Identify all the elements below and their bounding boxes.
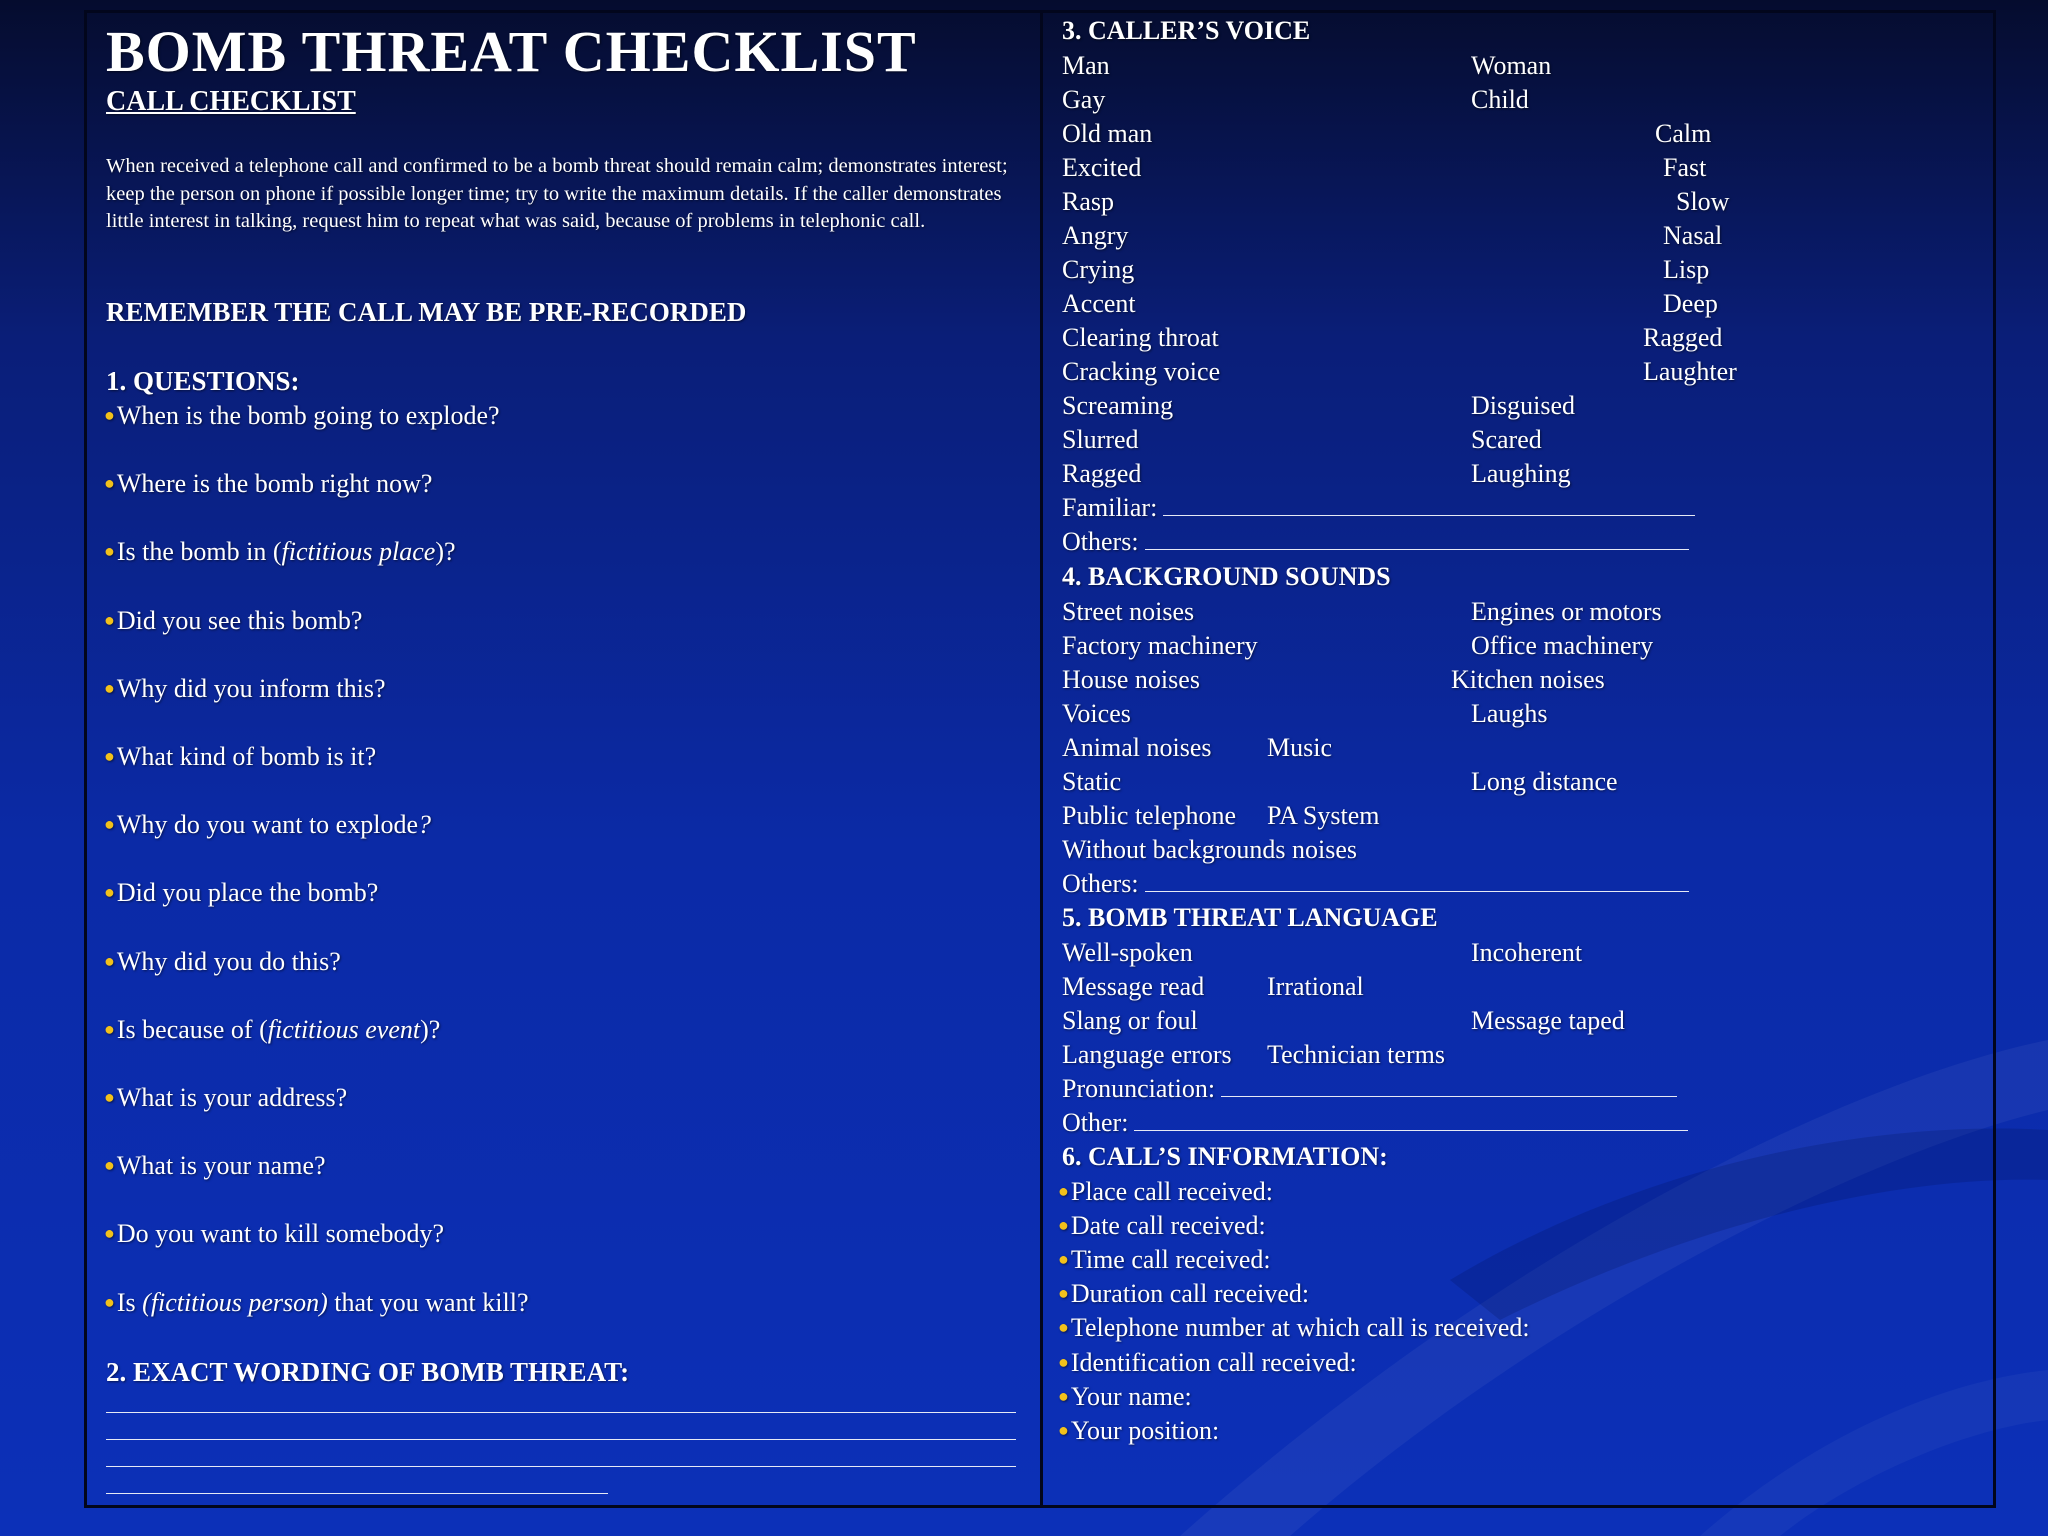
voice-heading: 3. CALLER’S VOICE — [1062, 16, 1311, 45]
subtitle: CALL CHECKLIST — [106, 86, 356, 117]
bullet-icon: ● — [1058, 1215, 1069, 1236]
lang-message-read: Message read — [1062, 972, 1205, 1001]
info-item — [1058, 1416, 1219, 1446]
question-text: Is — [116, 1287, 143, 1317]
voice-disguised: Disguised — [1471, 391, 1575, 420]
bullet-icon: ● — [104, 1087, 115, 1107]
bg-music: Music — [1267, 733, 1332, 762]
bullet-icon: ● — [104, 677, 115, 698]
voice-slurred: Slurred — [1062, 425, 1139, 454]
info-item — [1058, 1177, 1273, 1207]
remember-note: REMEMBER THE CALL MAY BE PRE-RECORDED — [106, 297, 747, 327]
pronunciation-blank[interactable] — [1221, 1076, 1677, 1097]
info-label: Telephone number at which call is received: — [1070, 1313, 1530, 1343]
question-text: Why did you inform this? — [116, 673, 386, 703]
question-item — [104, 1151, 326, 1181]
bullet-icon: ● — [1058, 1317, 1069, 1338]
voice-woman: Woman — [1471, 51, 1552, 80]
question-text: Why do you want to explode — [116, 810, 418, 840]
bg-office: Office machinery — [1471, 631, 1654, 660]
language-heading: 5. BOMB THREAT LANGUAGE — [1062, 903, 1438, 932]
wording-line-3 — [106, 1466, 1016, 1467]
bullet-icon: ● — [104, 473, 115, 494]
bullet-icon: ● — [104, 814, 115, 835]
pronunciation-label: Pronunciation: — [1062, 1074, 1216, 1103]
voice-excited: Excited — [1062, 153, 1142, 182]
question-item — [104, 878, 378, 908]
voice-others-field[interactable] — [1062, 527, 1689, 557]
lang-pronunciation-field[interactable] — [1062, 1074, 1677, 1104]
info-item — [1058, 1313, 1530, 1343]
info-heading: 6. CALL’S INFORMATION: — [1062, 1142, 1388, 1171]
bg-public-phone: Public telephone — [1062, 801, 1237, 830]
voice-accent: Accent — [1062, 289, 1136, 318]
question-item — [104, 469, 432, 499]
bullet-icon: ● — [104, 1155, 115, 1176]
bg-kitchen: Kitchen noises — [1451, 665, 1605, 694]
info-label: Your name: — [1070, 1381, 1192, 1411]
question-item — [104, 1015, 440, 1045]
question-text: Is because of ( — [116, 1014, 268, 1044]
intro-paragraph: When received a telephone call and confirmed to be a bomb threat should remain calm; demonstrates interest; keep the person on phone if possible longer time; try to write the maximum details. If the caller demonstrates little interest in talking, request him to repeat what was said, because of problems in telephonic call. — [106, 155, 1008, 232]
question-item — [104, 606, 362, 636]
question-item — [104, 674, 386, 704]
bg-factory: Factory machinery — [1062, 631, 1258, 660]
question-italic-text: ? — [417, 810, 431, 840]
bullet-icon: ● — [104, 882, 115, 903]
bullet-icon: ● — [104, 405, 115, 425]
bullet-icon: ● — [1058, 1351, 1069, 1372]
lang-well-spoken: Well-spoken — [1062, 938, 1193, 967]
bullet-icon: ● — [104, 1223, 115, 1244]
bg-animal: Animal noises — [1062, 733, 1212, 762]
question-text-end: )? — [435, 537, 456, 567]
voice-others-blank[interactable] — [1145, 529, 1689, 550]
voice-lisp: Lisp — [1663, 255, 1710, 284]
voice-clearing-throat: Clearing throat — [1062, 323, 1219, 352]
lang-other-field[interactable] — [1062, 1108, 1688, 1138]
voice-laughing: Laughing — [1471, 459, 1571, 488]
voice-ragged-right: Ragged — [1643, 323, 1723, 352]
bg-house: House noises — [1062, 665, 1200, 694]
info-label: Place call received: — [1070, 1177, 1273, 1206]
voice-slow: Slow — [1676, 187, 1730, 216]
bg-others-field[interactable] — [1062, 869, 1689, 899]
lang-errors: Language errors — [1062, 1040, 1232, 1069]
voice-child: Child — [1471, 85, 1529, 114]
bullet-icon: ● — [104, 541, 115, 562]
bg-static: Static — [1062, 767, 1122, 796]
info-label: Date call received: — [1070, 1211, 1266, 1241]
voice-man: Man — [1062, 51, 1110, 80]
question-text-end: that you want kill? — [327, 1287, 529, 1317]
voice-nasal: Nasal — [1663, 221, 1723, 250]
question-text: What kind of bomb is it? — [116, 742, 377, 771]
voice-others-label: Others: — [1062, 527, 1139, 556]
voice-fast: Fast — [1663, 153, 1707, 182]
info-item — [1058, 1279, 1309, 1309]
question-italic-text: fictitious place — [281, 537, 436, 567]
lang-message-taped: Message taped — [1471, 1006, 1625, 1035]
voice-gay: Gay — [1062, 85, 1106, 114]
lang-incoherent: Incoherent — [1471, 938, 1583, 967]
question-text: What is your address? — [116, 1083, 348, 1112]
info-label: Duration call received: — [1070, 1279, 1310, 1309]
wording-line-4 — [106, 1493, 608, 1494]
question-item — [104, 1083, 347, 1113]
bullet-icon: ● — [1058, 1385, 1069, 1406]
info-label: Your position: — [1070, 1415, 1220, 1445]
voice-deep: Deep — [1663, 289, 1718, 318]
question-text: Do you want to kill somebody? — [116, 1219, 445, 1249]
question-text: Is the bomb in ( — [116, 537, 282, 567]
questions-heading: 1. QUESTIONS: — [106, 366, 300, 396]
info-item — [1058, 1348, 1357, 1378]
bg-voices: Voices — [1062, 699, 1131, 728]
question-item — [104, 810, 431, 840]
question-item — [104, 1219, 444, 1249]
background-heading: 4. BACKGROUND SOUNDS — [1062, 562, 1391, 591]
question-italic-text: fictitious event — [267, 1014, 421, 1044]
voice-angry: Angry — [1062, 221, 1129, 250]
bullet-icon: ● — [1058, 1283, 1069, 1304]
lang-other-blank[interactable] — [1134, 1110, 1688, 1131]
bg-engines: Engines or motors — [1471, 597, 1662, 626]
bg-laughs: Laughs — [1471, 699, 1548, 728]
lang-slang: Slang or foul — [1062, 1006, 1198, 1035]
exact-wording-heading: 2. EXACT WORDING OF BOMB THREAT: — [106, 1357, 630, 1387]
voice-old-man: Old man — [1062, 119, 1153, 148]
voice-calm: Calm — [1655, 119, 1712, 148]
bullet-icon: ● — [104, 609, 115, 630]
bullet-icon: ● — [104, 1291, 115, 1312]
question-text: What is your name? — [116, 1151, 326, 1181]
wording-line-2 — [106, 1439, 1016, 1440]
question-item — [104, 1288, 529, 1318]
lang-other-label: Other: — [1062, 1108, 1129, 1137]
bullet-icon: ● — [1058, 1181, 1069, 1201]
question-item — [104, 537, 456, 567]
info-item — [1058, 1245, 1271, 1275]
bullet-icon: ● — [104, 1018, 115, 1039]
bg-pa-system: PA System — [1267, 801, 1380, 830]
bullet-icon: ● — [1058, 1419, 1069, 1440]
bg-others-blank[interactable] — [1145, 871, 1689, 892]
info-label: Identification call received: — [1070, 1347, 1357, 1377]
column-divider — [1040, 10, 1043, 1508]
bullet-icon: ● — [104, 746, 115, 766]
voice-ragged: Ragged — [1062, 459, 1142, 488]
bg-street: Street noises — [1062, 597, 1195, 626]
question-italic-text: (fictitious person) — [142, 1287, 328, 1317]
lang-technician: Technician terms — [1267, 1040, 1445, 1069]
voice-scared: Scared — [1471, 425, 1542, 454]
info-label: Time call received: — [1070, 1245, 1271, 1275]
question-item — [104, 947, 341, 977]
lang-irrational: Irrational — [1267, 972, 1364, 1001]
wording-line-1 — [106, 1412, 1016, 1413]
familiar-label: Familiar: — [1062, 493, 1158, 522]
question-text-end: )? — [420, 1014, 441, 1044]
voice-rasp: Rasp — [1062, 187, 1114, 216]
voice-crying: Crying — [1062, 255, 1135, 284]
voice-familiar-field[interactable] — [1062, 493, 1695, 523]
page-title: BOMB THREAT CHECKLIST — [106, 19, 917, 84]
bullet-icon: ● — [104, 950, 115, 971]
question-text: Did you see this bomb? — [116, 605, 363, 635]
question-item — [104, 401, 500, 431]
familiar-blank[interactable] — [1163, 495, 1695, 516]
question-item — [104, 742, 376, 772]
question-text: Did you place the bomb? — [116, 878, 379, 908]
info-item — [1058, 1382, 1192, 1412]
bg-long-distance: Long distance — [1471, 767, 1618, 796]
question-text: Why did you do this? — [116, 946, 341, 976]
bg-without: Without backgrounds noises — [1062, 835, 1358, 864]
bg-others-label: Others: — [1062, 869, 1139, 898]
voice-laughter: Laughter — [1643, 357, 1737, 386]
info-item — [1058, 1211, 1266, 1241]
voice-screaming: Screaming — [1062, 391, 1174, 420]
question-text: When is the bomb going to explode? — [116, 401, 500, 430]
question-text: Where is the bomb right now? — [116, 469, 433, 499]
bullet-icon: ● — [1058, 1249, 1069, 1270]
voice-cracking: Cracking voice — [1062, 357, 1221, 386]
